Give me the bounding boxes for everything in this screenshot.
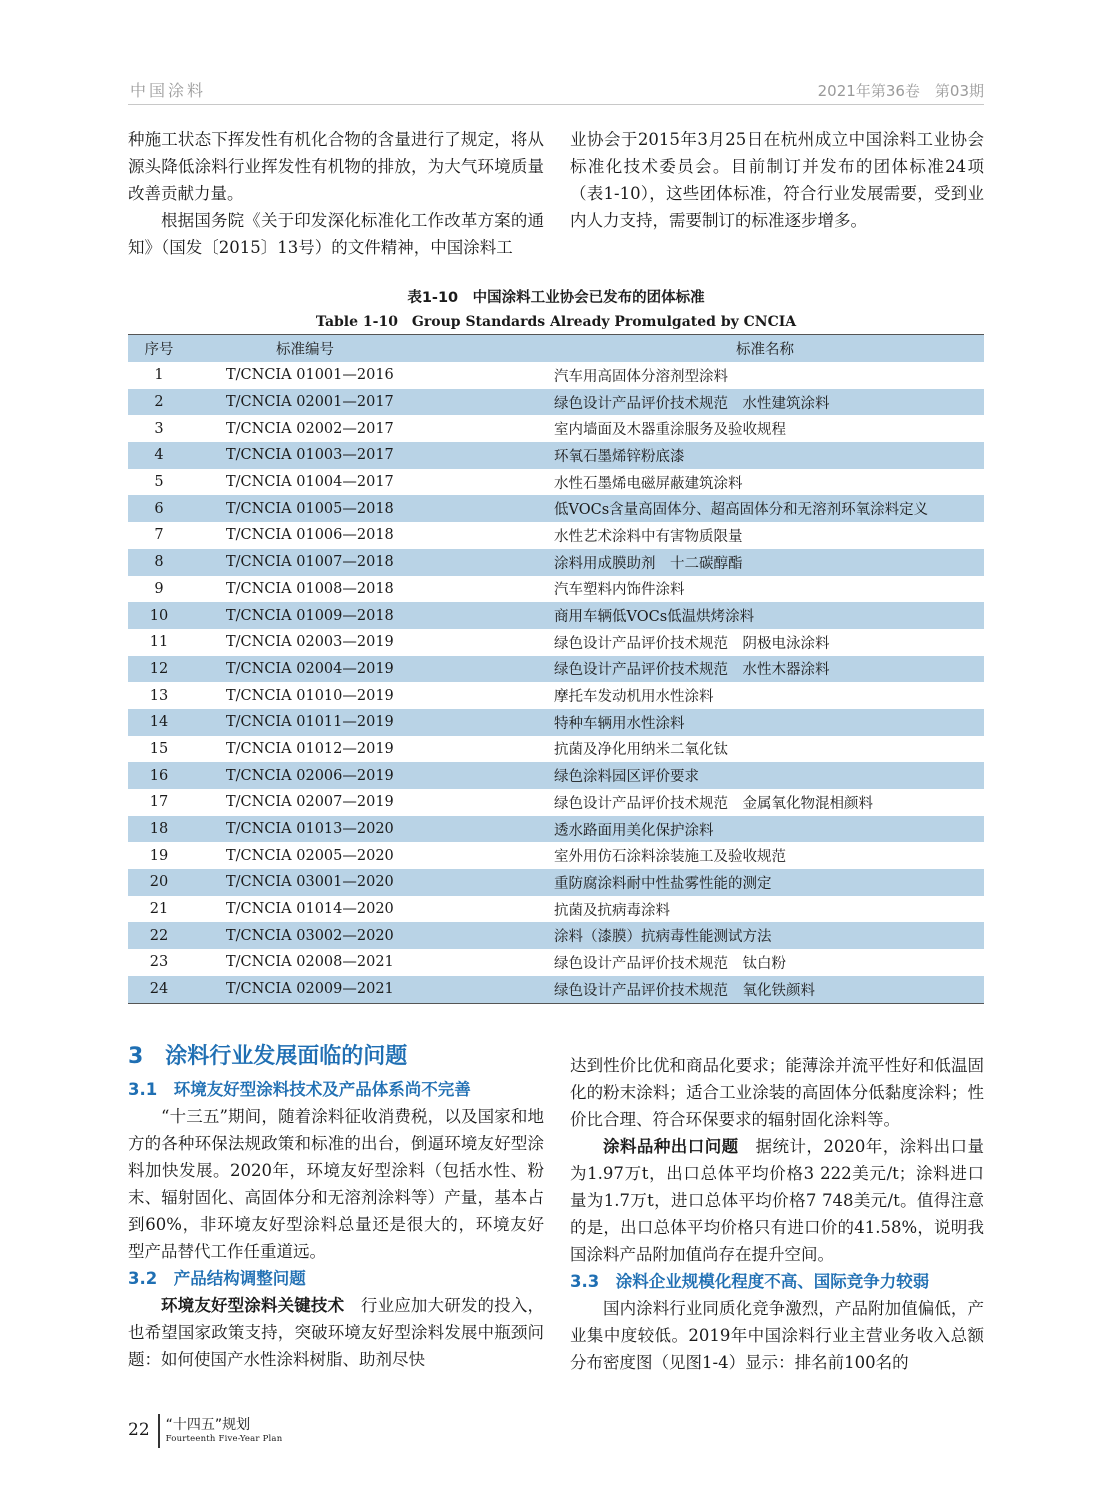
paragraph: 根据国务院《关于印发深化标准化工作改革方案的通知》（国发〔2015〕13号）的文件精神，中国涂料工 <box>128 211 544 257</box>
table-row <box>128 976 984 1003</box>
cell-code: T/CNCIA 03002—2020 <box>190 922 534 949</box>
table-row <box>128 896 984 923</box>
section-heading: 3 涂料行业发展面临的问题 <box>128 1044 408 1069</box>
cell-no: 19 <box>149 847 169 864</box>
paragraph: 国内涂料行业同质化竞争激烈，产品附加值偏低，产业集中度较低。2019年中国涂料行业主营业务收入总额分布密度图（见图1-4）显示：排名前100名的 <box>570 1299 984 1372</box>
table-row <box>128 549 984 576</box>
table-row <box>128 469 984 496</box>
cell-code: T/CNCIA 01003—2017 <box>190 442 534 469</box>
cell-code: T/CNCIA 01007—2018 <box>190 549 534 576</box>
cell-code: T/CNCIA 02006—2019 <box>190 762 534 789</box>
cell-name: 涂料用成膜助剂 十二碳醇酯 <box>534 549 984 576</box>
cell-no: 5 <box>154 474 164 491</box>
top-right-column <box>570 126 984 234</box>
cell-no: 3 <box>154 420 164 437</box>
cell-name: 绿色涂料园区评价要求 <box>534 762 984 789</box>
cell-name: 涂料（漆膜）抗病毒性能测试方法 <box>534 922 984 949</box>
table-header-row <box>128 335 984 363</box>
cell-code: T/CNCIA 02003—2019 <box>226 634 394 651</box>
table-row <box>128 495 984 522</box>
cell-name: 绿色设计产品评价技术规范 水性木器涂料 <box>534 656 984 683</box>
cell-code: T/CNCIA 02001—2017 <box>190 389 534 416</box>
cell-code: T/CNCIA 01014—2020 <box>226 901 394 918</box>
table-body <box>128 362 984 1003</box>
table-title-en: Table 1-10 Group Standards Already Promulgated by CNCIA <box>315 314 797 330</box>
paragraph <box>128 1292 544 1373</box>
table-row <box>128 602 984 629</box>
table-row <box>128 922 984 949</box>
paragraph: “十三五”期间，随着涂料征收消费税，以及国家和地方的各种环保法规政策和标准的出台，倒逼环境友好型涂料加快发展。2020年，环境友好型涂料（包括水性、粉末、辐射固化、高固体分和无溶剂涂料等）产量，基本占到60%，非环境友好型涂料总量还是很大的，环境友好型产品替代工作任重道远。 <box>128 1107 544 1261</box>
cell-name: 绿色设计产品评价技术规范 阴极电泳涂料 <box>554 635 830 652</box>
cell-code: T/CNCIA 01011—2019 <box>190 709 534 736</box>
header-code: 标准编号 <box>190 335 534 363</box>
table-row <box>128 362 984 389</box>
cell-name: 透水路面用美化保护涂料 <box>534 816 984 843</box>
paragraph: 业协会于2015年3月25日在杭州成立中国涂料工业协会标准化技术委员会。目前制订并发布的团体标准24项（表1-10），这些团体标准，符合行业发展需要，受到业内人力支持，需要制订的标准逐步增多。 <box>570 130 984 230</box>
table-row <box>128 842 984 869</box>
paragraph-text: 行业应加大研发的投入，也希望国家政策支持，突破环境友好型涂料发展中瓶颈问题：如何使国产水性涂料树脂、助剂尽快 <box>128 1296 545 1369</box>
cell-name: 摩托车发动机用水性涂料 <box>554 689 714 706</box>
cell-code: T/CNCIA 02002—2017 <box>226 420 394 437</box>
cell-code: T/CNCIA 02004—2019 <box>190 656 534 683</box>
cell-code: T/CNCIA 01001—2016 <box>226 367 394 384</box>
cell-name: 环氧石墨烯锌粉底漆 <box>534 442 984 469</box>
run-in-heading: 涂料品种出口问题 <box>603 1137 739 1156</box>
cell-no: 1 <box>154 367 164 384</box>
table-row <box>128 816 984 843</box>
footer-plan-cn: “十四五”规划 <box>165 1417 251 1433</box>
cell-no: 17 <box>149 794 169 811</box>
table-row <box>128 789 984 816</box>
standards-table <box>128 334 984 1004</box>
cell-name: 商用车辆低VOCs低温烘烤涂料 <box>534 602 984 629</box>
cell-code: T/CNCIA 01010—2019 <box>226 687 394 704</box>
cell-no: 24 <box>128 976 190 1003</box>
subsection-heading-3-1: 3.1 环境友好型涂料技术及产品体系尚不完善 <box>128 1080 471 1099</box>
table-row <box>128 709 984 736</box>
paragraph <box>570 1133 984 1268</box>
table-row <box>128 869 984 896</box>
cell-no: 20 <box>128 869 190 896</box>
cell-name: 汽车塑料内饰件涂料 <box>554 582 685 599</box>
cell-code: T/CNCIA 01006—2018 <box>226 527 394 544</box>
cell-code: T/CNCIA 01009—2018 <box>190 602 534 629</box>
cell-no: 8 <box>128 549 190 576</box>
journal-name: 中国涂料 <box>130 81 207 100</box>
cell-no: 10 <box>128 602 190 629</box>
cell-no: 7 <box>154 527 164 544</box>
table-row <box>128 576 984 603</box>
cell-code: T/CNCIA 02005—2020 <box>226 847 394 864</box>
header-no: 序号 <box>128 335 190 363</box>
top-left-column <box>128 126 544 261</box>
table-row <box>128 415 984 442</box>
cell-no: 4 <box>128 442 190 469</box>
cell-no: 12 <box>128 656 190 683</box>
table-row <box>128 442 984 469</box>
cell-code: T/CNCIA 03001—2020 <box>190 869 534 896</box>
footer-divider <box>158 1414 160 1448</box>
bottom-left-column <box>128 1040 544 1373</box>
table-row <box>128 736 984 763</box>
cell-name: 汽车用高固体分溶剂型涂料 <box>554 368 728 385</box>
cell-name: 室内墙面及木器重涂服务及验收规程 <box>554 422 786 439</box>
cell-name: 水性石墨烯电磁屏蔽建筑涂料 <box>554 475 743 492</box>
cell-no: 2 <box>128 389 190 416</box>
cell-name: 低VOCs含量高固体分、超高固体分和无溶剂环氧涂料定义 <box>534 495 984 522</box>
table-row <box>128 762 984 789</box>
cell-no: 23 <box>149 954 169 971</box>
header-rule <box>128 104 984 105</box>
table-row <box>128 629 984 656</box>
bottom-right-column <box>570 1052 984 1376</box>
cell-no: 22 <box>128 922 190 949</box>
cell-code: T/CNCIA 02007—2019 <box>226 794 394 811</box>
cell-no: 11 <box>149 634 169 651</box>
cell-no: 13 <box>149 687 169 704</box>
cell-name: 抗菌及净化用纳米二氧化钛 <box>554 742 728 759</box>
footer-plan-en: Fourteenth Five-Year Plan <box>165 1434 283 1444</box>
cell-no: 14 <box>128 709 190 736</box>
cell-no: 21 <box>149 901 169 918</box>
cell-code: T/CNCIA 01012—2019 <box>226 740 394 757</box>
subsection-heading-3-3: 3.3 涂料企业规模化程度不高、国际竞争力较弱 <box>570 1272 930 1291</box>
cell-code: T/CNCIA 01004—2017 <box>226 474 394 491</box>
table-row <box>128 682 984 709</box>
page-number: 22 <box>128 1420 150 1440</box>
cell-no: 9 <box>154 580 164 597</box>
cell-no: 16 <box>128 762 190 789</box>
cell-code: T/CNCIA 01005—2018 <box>190 495 534 522</box>
table-row <box>128 389 984 416</box>
table-row <box>128 656 984 683</box>
cell-name: 特种车辆用水性涂料 <box>534 709 984 736</box>
cell-name: 水性艺术涂料中有害物质限量 <box>554 528 743 545</box>
cell-name: 抗菌及抗病毒涂料 <box>554 902 670 919</box>
table-row <box>128 522 984 549</box>
run-in-heading: 环境友好型涂料关键技术 <box>161 1296 345 1315</box>
cell-code: T/CNCIA 02009—2021 <box>190 976 534 1003</box>
cell-name: 绿色设计产品评价技术规范 水性建筑涂料 <box>534 389 984 416</box>
page-footer <box>128 1414 282 1448</box>
header-name: 标准名称 <box>534 335 984 363</box>
cell-code: T/CNCIA 02008—2021 <box>226 954 394 971</box>
cell-no: 15 <box>149 740 169 757</box>
paragraph-text: 据统计，2020年，涂料出口量为1.97万t，出口总体平均价格3 222美元/t；涂料进口量为1.7万t，进口总体平均价格7 748美元/t。值得注意的是，出口总体平均价格只有进口价的41.58%，说明我国涂料产品附加值尚存在提升空间。 <box>570 1137 985 1264</box>
cell-name: 绿色设计产品评价技术规范 氧化铁颜料 <box>534 976 984 1003</box>
cell-name: 绿色设计产品评价技术规范 金属氧化物混相颜料 <box>554 795 873 812</box>
table-title-cn: 表1-10 中国涂料工业协会已发布的团体标准 <box>407 290 705 306</box>
cell-code: T/CNCIA 01013—2020 <box>190 816 534 843</box>
subsection-heading-3-2: 3.2 产品结构调整问题 <box>128 1269 306 1288</box>
cell-name: 室外用仿石涂料涂装施工及验收规范 <box>554 849 786 866</box>
paragraph: 达到性价比优和商品化要求；能薄涂并流平性好和低温固化的粉末涂料；适合工业涂装的高固体分低黏度涂料；性价比合理、符合环保要求的辐射固化涂料等。 <box>570 1056 984 1129</box>
table-row <box>128 949 984 976</box>
cell-no: 6 <box>128 495 190 522</box>
cell-no: 18 <box>128 816 190 843</box>
cell-code: T/CNCIA 01008—2018 <box>226 580 394 597</box>
cell-name: 绿色设计产品评价技术规范 钛白粉 <box>554 955 786 972</box>
cell-name: 重防腐涂料耐中性盐雾性能的测定 <box>534 869 984 896</box>
paragraph: 种施工状态下挥发性有机化合物的含量进行了规定，将从源头降低涂料行业挥发性有机物的排放，为大气环境质量改善贡献力量。 <box>128 130 544 203</box>
issue-info: 2021年第36卷 第03期 <box>817 82 984 100</box>
